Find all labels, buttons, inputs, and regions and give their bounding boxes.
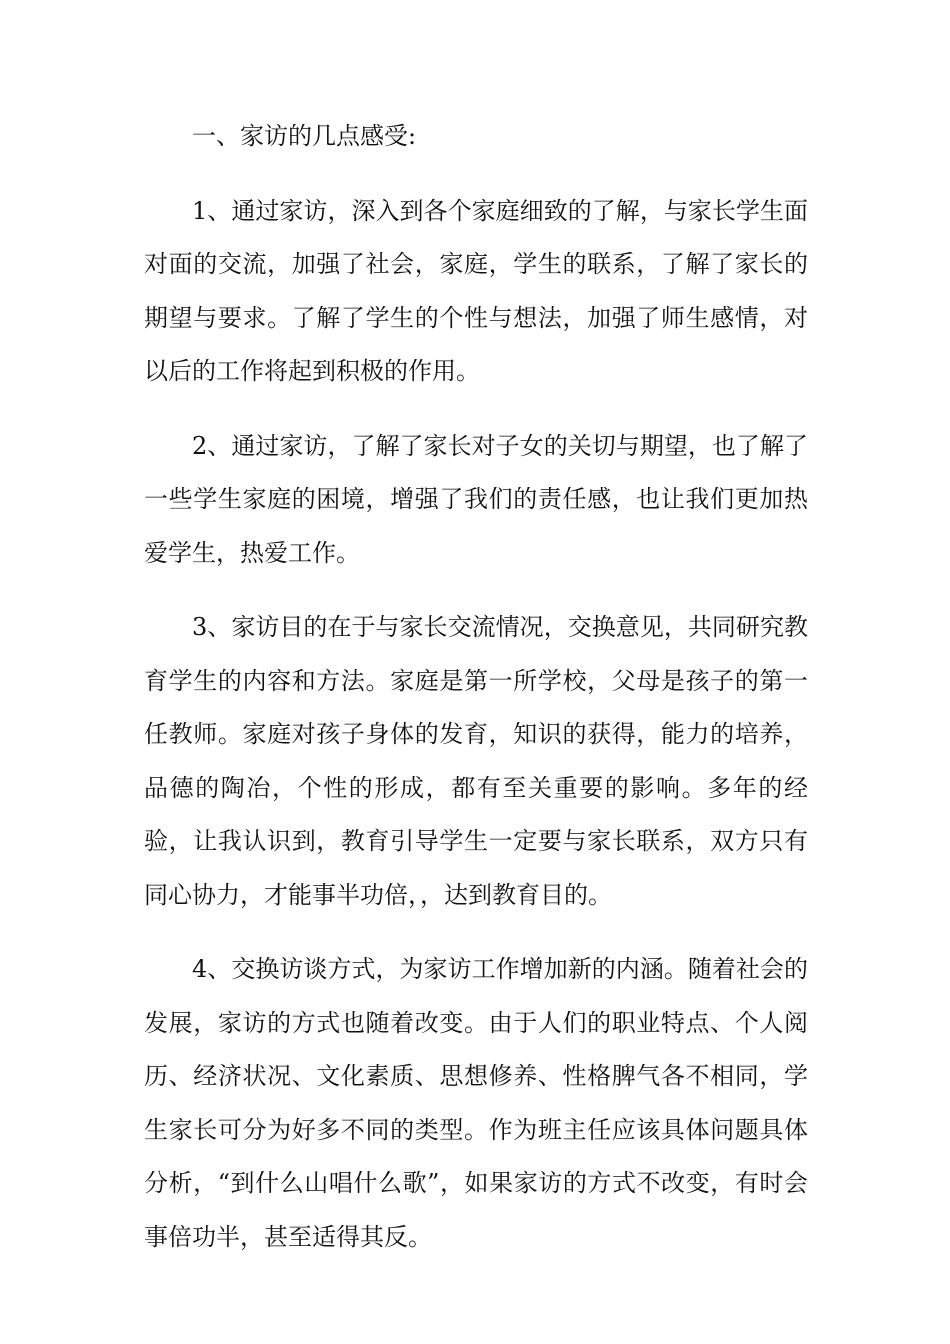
paragraph-1: 1、通过家访，深入到各个家庭细致的了解，与家长学生面对面的交流，加强了社会，家庭，学生的联系，了解了家长的期望与要求。了解了学生的个性与想法，加强了师生感情，对以后的工作将起到积极的作用。 [144, 196, 808, 385]
section-heading: 一、家访的几点感受: [192, 122, 417, 150]
document-body [144, 110, 808, 1285]
paragraph-3: 3、家访目的在于与家长交流情况，交换意见，共同研究教育学生的内容和方法。家庭是第一所学校，父母是孩子的第一任教师。家庭对孩子身体的发育，知识的获得，能力的培养，品德的陶冶，个性的形成，都有至关重要的影响。多年的经验，让我认识到，教育引导学生一定要与家长联系，双方只有同心协力，才能事半功倍，，达到教育目的。 [144, 613, 808, 909]
paragraph-2: 2、通过家访，了解了家长对子女的关切与期望，也了解了一些学生家庭的困境，增强了我们的责任感，也让我们更加热爱学生，热爱工作。 [144, 431, 808, 567]
paragraph-4: 4、交换访谈方式，为家访工作增加新的内涵。随着社会的发展，家访的方式也随着改变。由于人们的职业特点、个人阅历、经济状况、文化素质、思想修养、性格脾气各不相同，学生家长可分为好多不同的类型。作为班主任应该具体问题具体分析，“到什么山唱什么歌”，如果家访的方式不改变，有时会事倍功半，甚至适得其反。 [144, 955, 808, 1251]
